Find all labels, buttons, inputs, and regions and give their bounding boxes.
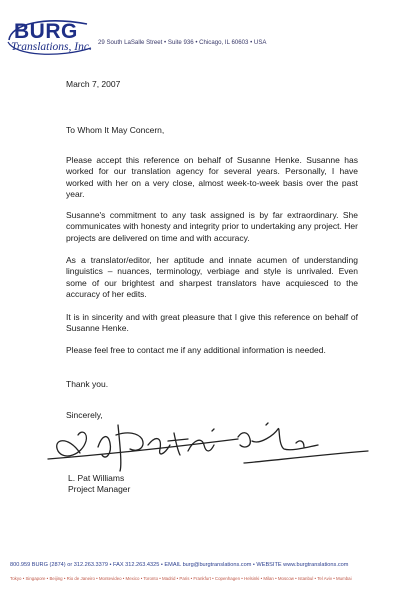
letter-greeting: To Whom It May Concern,: [66, 125, 165, 135]
paragraph-2: Susanne's commitment to any task assigned is by far extraordinary. She communicates with honesty and integrity prior to undertaking any project. Her projects are delivered on time and with accuracy.: [66, 210, 358, 243]
paragraph-5: Please feel free to contact me if any additional information is needed.: [66, 345, 326, 355]
signer-title: Project Manager: [68, 484, 131, 494]
footer-office-cities: Tokyo • Singapore • Beijing • Rio de Janeiro • Montevideo • Mexico • Toronto • Madrid • Paris • Frankfurt • Copenhagen • Helsinki • Milan • Moscow • Istanbul • Tel Aviv • Mumbai: [10, 576, 352, 581]
logo-brand-sub: Translations, Inc.: [11, 41, 92, 53]
paragraph-4: It is in sincerity and with great pleasure that I give this reference on behalf of Susanne Henke.: [66, 312, 358, 334]
company-logo: [9, 18, 94, 54]
paragraph-1: Please accept this reference on behalf of Susanne Henke. Susanne has worked for our translation agency for several years. Personally, I have worked with her on a very close, almost week-to-week basis over the past year.: [66, 155, 358, 199]
paragraph-3: As a translator/editor, her aptitude and innate acumen of understanding linguistics – nuances, terminology, verbiage and style is unrivaled. Even some of our brightest and sharpest translators have acquiesced to the accuracy of her edits.: [66, 255, 358, 299]
footer-contact-info: 800.959 BURG (2874) or 312.263.3379 • FAX 312.263.4325 • EMAIL burg@burgtranslations.com • WEBSITE www.burgtranslations.com: [10, 562, 349, 568]
signer-name: L. Pat Williams: [68, 473, 125, 483]
logo-brand: BURG: [14, 20, 78, 43]
letter-date: March 7, 2007: [66, 79, 121, 89]
letterhead-address: 29 South LaSalle Street • Suite 936 • Chicago, IL 60603 • USA: [98, 39, 267, 46]
letter-thanks: Thank you.: [66, 379, 109, 389]
letter-closing: Sincerely,: [66, 410, 103, 420]
